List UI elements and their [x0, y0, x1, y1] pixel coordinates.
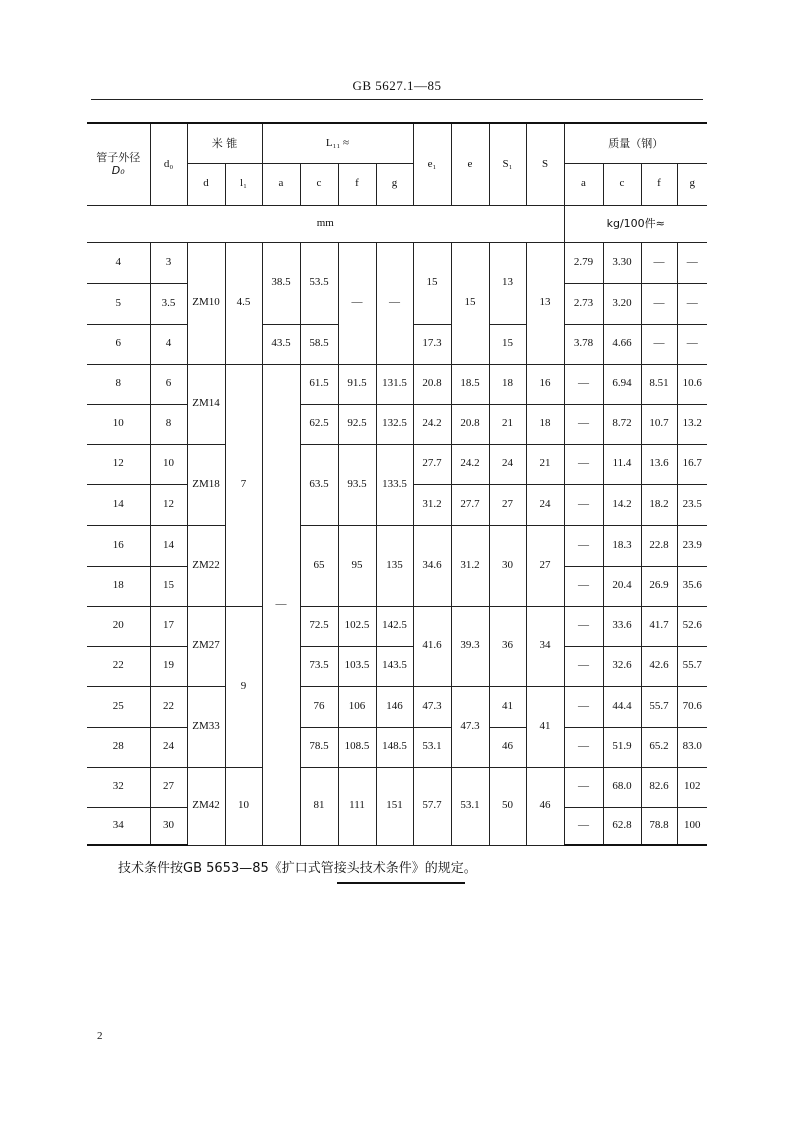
cell-L-f: 93.5: [338, 444, 376, 525]
cell-L-c: 63.5: [300, 444, 338, 525]
cell-L-f: 106: [338, 686, 376, 727]
cell-D0: 25: [87, 686, 150, 727]
cell-L-c: 65: [300, 525, 338, 606]
cell-mass-f: —: [641, 242, 677, 283]
cell-mass-c: 20.4: [603, 566, 641, 606]
header-e: e: [451, 123, 489, 205]
cell-d: ZM10: [187, 242, 225, 364]
header-mass-f: f: [641, 163, 677, 205]
header-l1: l₁: [225, 163, 262, 205]
header-metric-taper: 米 锥: [187, 123, 262, 163]
cell-e1: 41.6: [413, 606, 451, 686]
cell-L-f: 102.5: [338, 606, 376, 646]
cell-mass-c: 51.9: [603, 727, 641, 767]
cell-d0: 27: [150, 767, 187, 807]
table-row: [87, 646, 707, 686]
cell-mass-g: 100: [677, 807, 707, 845]
cell-mass-a: —: [564, 767, 603, 807]
cell-d0: 22: [150, 686, 187, 727]
header-mass-c: c: [603, 163, 641, 205]
cell-l1: 9: [225, 606, 262, 767]
cell-L-g: 131.5: [376, 364, 413, 404]
cell-S1: 36: [489, 606, 526, 686]
cell-d: ZM42: [187, 767, 225, 845]
cell-e: 20.8: [451, 404, 489, 444]
cell-mass-g: 102: [677, 767, 707, 807]
cell-mass-a: —: [564, 566, 603, 606]
cell-mass-g: 35.6: [677, 566, 707, 606]
cell-L-g: 143.5: [376, 646, 413, 686]
cell-mass-c: 11.4: [603, 444, 641, 484]
cell-mass-g: 83.0: [677, 727, 707, 767]
cell-d0: 14: [150, 525, 187, 566]
cell-mass-a: —: [564, 525, 603, 566]
cell-mass-g: —: [677, 242, 707, 283]
cell-mass-c: 32.6: [603, 646, 641, 686]
cell-d0: 15: [150, 566, 187, 606]
cell-mass-c: 4.66: [603, 324, 641, 364]
cell-mass-f: 13.6: [641, 444, 677, 484]
cell-D0: 5: [87, 283, 150, 324]
cell-d0: 3: [150, 242, 187, 283]
cell-d0: 17: [150, 606, 187, 646]
cell-L-g: 151: [376, 767, 413, 845]
cell-mass-a: —: [564, 606, 603, 646]
cell-e1: 17.3: [413, 324, 451, 364]
cell-mass-g: —: [677, 283, 707, 324]
cell-L-g: 133.5: [376, 444, 413, 525]
cell-mass-c: 6.94: [603, 364, 641, 404]
cell-mass-f: 26.9: [641, 566, 677, 606]
header-S1: S₁: [489, 123, 526, 205]
cell-S1: 30: [489, 525, 526, 606]
cell-mass-f: 82.6: [641, 767, 677, 807]
cell-mass-a: —: [564, 807, 603, 845]
header-d0-symbol: D₀: [111, 164, 125, 178]
cell-L-g: 146: [376, 686, 413, 727]
cell-mass-f: 65.2: [641, 727, 677, 767]
header-d: d: [187, 163, 225, 205]
cell-e: 39.3: [451, 606, 489, 686]
cell-S: 24: [526, 484, 564, 525]
cell-e: 27.7: [451, 484, 489, 525]
cell-L-c: 72.5: [300, 606, 338, 646]
cell-mass-c: 3.30: [603, 242, 641, 283]
cell-S: 34: [526, 606, 564, 686]
cell-d: ZM14: [187, 364, 225, 444]
cell-D0: 22: [87, 646, 150, 686]
cell-mass-f: —: [641, 324, 677, 364]
cell-L-g: 142.5: [376, 606, 413, 646]
cell-mass-a: —: [564, 404, 603, 444]
cell-l1: 10: [225, 767, 262, 845]
cell-e1: 34.6: [413, 525, 451, 606]
technical-conditions-note: 技术条件按GB 5653—85《扩口式管接头技术条件》的规定。: [118, 861, 477, 876]
cell-S1: 18: [489, 364, 526, 404]
cell-D0: 32: [87, 767, 150, 807]
cell-e1: 24.2: [413, 404, 451, 444]
cell-e1: 15: [413, 242, 451, 324]
cell-S: 27: [526, 525, 564, 606]
cell-L-c: 62.5: [300, 404, 338, 444]
cell-mass-a: —: [564, 484, 603, 525]
cell-d: ZM22: [187, 525, 225, 606]
cell-L-g: 148.5: [376, 727, 413, 767]
cell-e: 31.2: [451, 525, 489, 606]
cell-d0: 8: [150, 404, 187, 444]
cell-S1: 15: [489, 324, 526, 364]
cell-D0: 8: [87, 364, 150, 404]
cell-d0: 24: [150, 727, 187, 767]
cell-D0: 10: [87, 404, 150, 444]
table-row: [87, 242, 707, 283]
cell-S1: 41: [489, 686, 526, 727]
unit-mm: mm: [87, 205, 564, 242]
header-c: c: [300, 163, 338, 205]
cell-mass-f: 22.8: [641, 525, 677, 566]
cell-L-c: 61.5: [300, 364, 338, 404]
cell-mass-f: 18.2: [641, 484, 677, 525]
cell-L-f: —: [338, 242, 376, 364]
cell-e: 53.1: [451, 767, 489, 845]
table-row: [87, 727, 707, 767]
cell-mass-c: 33.6: [603, 606, 641, 646]
cell-D0: 20: [87, 606, 150, 646]
cell-mass-a: —: [564, 686, 603, 727]
header-mass-g: g: [677, 163, 707, 205]
cell-d0: 10: [150, 444, 187, 484]
cell-mass-f: 8.51: [641, 364, 677, 404]
table-row: [87, 404, 707, 444]
cell-mass-c: 68.0: [603, 767, 641, 807]
cell-d0: 12: [150, 484, 187, 525]
header-mass: 质量（钢）: [564, 123, 707, 163]
cell-S1: 46: [489, 727, 526, 767]
cell-e1: 47.3: [413, 686, 451, 727]
cell-S1: 27: [489, 484, 526, 525]
cell-mass-f: 78.8: [641, 807, 677, 845]
cell-D0: 6: [87, 324, 150, 364]
cell-D0: 12: [87, 444, 150, 484]
cell-mass-a: —: [564, 364, 603, 404]
cell-mass-g: 70.6: [677, 686, 707, 727]
cell-d: ZM18: [187, 444, 225, 525]
cell-L-c: 53.5: [300, 242, 338, 324]
cell-e: 47.3: [451, 686, 489, 767]
cell-mass-c: 44.4: [603, 686, 641, 727]
cell-mass-a: —: [564, 646, 603, 686]
cell-mass-f: 41.7: [641, 606, 677, 646]
cell-e1: 31.2: [413, 484, 451, 525]
header-e1: e₁: [413, 123, 451, 205]
cell-S: 46: [526, 767, 564, 845]
table-row: [87, 686, 707, 727]
header-S: S: [526, 123, 564, 205]
cell-mass-a: 2.79: [564, 242, 603, 283]
cell-L-f: 111: [338, 767, 376, 845]
cell-D0: 4: [87, 242, 150, 283]
cell-D0: 14: [87, 484, 150, 525]
cell-D0: 34: [87, 807, 150, 845]
cell-e: 15: [451, 242, 489, 364]
table-row: [87, 444, 707, 484]
cell-L-f: 92.5: [338, 404, 376, 444]
header-bore: d₀: [150, 123, 187, 205]
cell-mass-f: 42.6: [641, 646, 677, 686]
cell-e1: 20.8: [413, 364, 451, 404]
cell-S: 18: [526, 404, 564, 444]
cell-S1: 50: [489, 767, 526, 845]
cell-e: 24.2: [451, 444, 489, 484]
cell-S1: 21: [489, 404, 526, 444]
cell-mass-c: 8.72: [603, 404, 641, 444]
cell-e1: 53.1: [413, 727, 451, 767]
cell-S: 41: [526, 686, 564, 767]
cell-mass-a: 3.78: [564, 324, 603, 364]
cell-d0: 30: [150, 807, 187, 845]
cell-L-a: 38.5: [262, 242, 300, 324]
cell-D0: 28: [87, 727, 150, 767]
cell-mass-f: —: [641, 283, 677, 324]
cell-mass-g: 55.7: [677, 646, 707, 686]
cell-S1: 24: [489, 444, 526, 484]
table-row: [87, 767, 707, 807]
cell-D0: 16: [87, 525, 150, 566]
cell-l1: 7: [225, 364, 262, 606]
cell-l1: 4.5: [225, 242, 262, 364]
document-header: GB 5627.1—85: [352, 78, 442, 93]
cell-S1: 13: [489, 242, 526, 324]
cell-mass-g: 52.6: [677, 606, 707, 646]
header-mass-a: a: [564, 163, 603, 205]
cell-e1: 57.7: [413, 767, 451, 845]
cell-d: ZM27: [187, 606, 225, 686]
cell-mass-f: 55.7: [641, 686, 677, 727]
cell-d0: 19: [150, 646, 187, 686]
cell-mass-g: —: [677, 324, 707, 364]
table-row: [87, 525, 707, 566]
cell-L-f: 95: [338, 525, 376, 606]
cell-mass-f: 10.7: [641, 404, 677, 444]
cell-mass-g: 16.7: [677, 444, 707, 484]
cell-mass-a: —: [564, 727, 603, 767]
cell-L-a: 43.5: [262, 324, 300, 364]
cell-mass-g: 10.6: [677, 364, 707, 404]
cell-L-g: 135: [376, 525, 413, 606]
cell-L-c: 78.5: [300, 727, 338, 767]
cell-mass-g: 23.9: [677, 525, 707, 566]
header-a: a: [262, 163, 300, 205]
cell-S: 21: [526, 444, 564, 484]
cell-mass-c: 3.20: [603, 283, 641, 324]
header-d0: [87, 123, 150, 205]
page-number: 2: [97, 1030, 103, 1042]
cell-L-f: 103.5: [338, 646, 376, 686]
cell-d: ZM33: [187, 686, 225, 767]
header-g: g: [376, 163, 413, 205]
cell-L-a: —: [262, 364, 300, 845]
cell-L-c: 73.5: [300, 646, 338, 686]
cell-d0: 3.5: [150, 283, 187, 324]
table-row: [87, 364, 707, 404]
footer-rule: [337, 882, 465, 884]
cell-L-f: 108.5: [338, 727, 376, 767]
cell-mass-c: 62.8: [603, 807, 641, 845]
cell-mass-g: 23.5: [677, 484, 707, 525]
table-row: [87, 606, 707, 646]
cell-S: 13: [526, 242, 564, 364]
header-f: f: [338, 163, 376, 205]
cell-mass-a: —: [564, 444, 603, 484]
header-L11: L₁₁ ≈: [262, 123, 413, 163]
header-d0-label: 管子外径: [96, 151, 141, 165]
cell-mass-a: 2.73: [564, 283, 603, 324]
header-rule: [91, 99, 703, 100]
cell-S: 16: [526, 364, 564, 404]
dimension-table: [87, 122, 707, 846]
unit-mass: kg/100件≈: [564, 205, 707, 242]
cell-L-g: —: [376, 242, 413, 364]
cell-D0: 18: [87, 566, 150, 606]
cell-L-c: 58.5: [300, 324, 338, 364]
cell-L-c: 81: [300, 767, 338, 845]
cell-e1: 27.7: [413, 444, 451, 484]
cell-L-g: 132.5: [376, 404, 413, 444]
cell-mass-c: 18.3: [603, 525, 641, 566]
cell-d0: 4: [150, 324, 187, 364]
cell-e: 18.5: [451, 364, 489, 404]
cell-L-c: 76: [300, 686, 338, 727]
cell-mass-c: 14.2: [603, 484, 641, 525]
cell-mass-g: 13.2: [677, 404, 707, 444]
cell-d0: 6: [150, 364, 187, 404]
cell-L-f: 91.5: [338, 364, 376, 404]
